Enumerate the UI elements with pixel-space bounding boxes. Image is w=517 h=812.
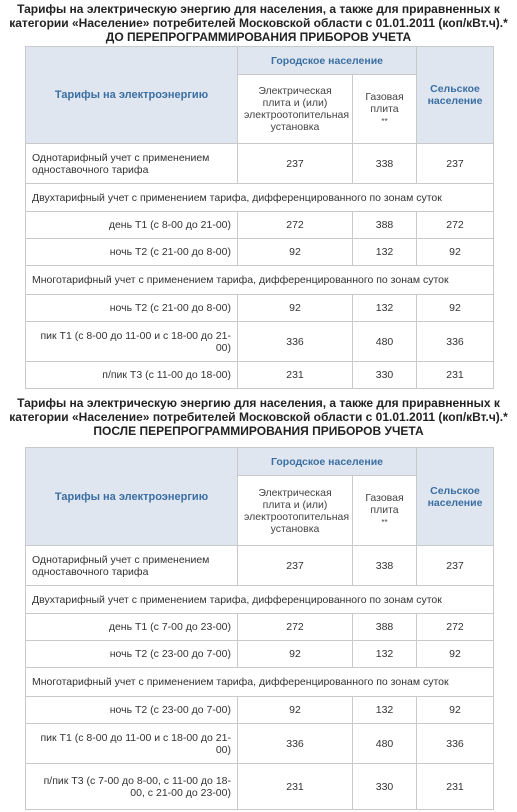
value-cell: 92 (238, 641, 353, 668)
value-cell: 272 (238, 614, 353, 641)
row-label: Однотарифный учет с применением одноставочного тарифа (26, 546, 238, 586)
table1-col-urban: Городское население (238, 47, 417, 75)
table2-heading-block (0, 396, 517, 438)
row-label: ночь Т2 (с 21-00 до 8-00) (26, 295, 238, 322)
value-cell: 92 (417, 239, 494, 266)
section-row (26, 668, 494, 697)
section-label: Многотарифный учет с применением тарифа, дифференцированного по зонам суток (26, 266, 494, 295)
value-cell: 388 (353, 614, 417, 641)
table-row (26, 614, 494, 641)
table1-heading: Тарифы на электрическую энергию для населения, а также для приравненных к категории «Население» потребителей Московской области с 01.01.2011 (коп/кВт.ч).* ДО ПЕРЕПРОГРАММИРОВАНИЯ ПРИБОРОВ УЧЕТА (9, 2, 508, 44)
table1-col-rural: Сельское население (417, 47, 494, 144)
row-label: ночь Т2 (с 23-00 до 7-00) (26, 641, 238, 668)
value-cell: 92 (417, 295, 494, 322)
value-cell: 272 (417, 212, 494, 239)
row-label: п/пик Т3 (с 11-00 до 18-00) (26, 362, 238, 389)
table-row (26, 322, 494, 362)
value-cell: 231 (417, 362, 494, 389)
table-row (26, 362, 494, 389)
value-cell: 92 (238, 295, 353, 322)
table2-heading: Тарифы на электрическую энергию для населения, а также для приравненных к категории «Население» потребителей Московской области с 01.01.2011 (коп/кВт.ч).* ПОСЛЕ ПЕРЕПРОГРАММИРОВАНИЯ ПРИБОРОВ УЧЕТА (9, 396, 508, 438)
row-label: день Т1 (с 7-00 до 23-00) (26, 614, 238, 641)
value-cell: 237 (238, 144, 353, 184)
table-row (26, 546, 494, 586)
value-cell: 231 (238, 362, 353, 389)
value-cell: 480 (353, 724, 417, 764)
table2-col-gas-mark: ** (381, 518, 388, 527)
table-row (26, 295, 494, 322)
table1-col-tariff: Тарифы на электроэнергию (26, 47, 238, 144)
value-cell: 388 (353, 212, 417, 239)
table2-col-gas-cell (353, 476, 417, 546)
value-cell: 132 (353, 641, 417, 668)
value-cell: 231 (417, 764, 494, 810)
value-cell: 132 (353, 295, 417, 322)
section-row (26, 266, 494, 295)
table2-col-urban: Городское население (238, 448, 417, 476)
value-cell: 336 (417, 724, 494, 764)
value-cell: 92 (417, 641, 494, 668)
table-row (26, 212, 494, 239)
table2-col-gas: Газовая плита (365, 492, 404, 516)
row-label: п/пик Т3 (с 7-00 до 8-00, с 11-00 до 18-00, с 21-00 до 23-00) (26, 764, 238, 810)
row-label: Однотарифный учет с применением одноставочного тарифа (26, 144, 238, 184)
value-cell: 272 (417, 614, 494, 641)
table-row (26, 724, 494, 764)
row-label: пик Т1 (с 8-00 до 11-00 и с 18-00 до 21-00) (26, 724, 238, 764)
value-cell: 237 (417, 546, 494, 586)
value-cell: 92 (238, 697, 353, 724)
table1-col-gas-mark: ** (381, 116, 388, 126)
table-row (26, 239, 494, 266)
value-cell: 272 (238, 212, 353, 239)
table-row (26, 697, 494, 724)
table-row (26, 144, 494, 184)
table1-heading-block (0, 2, 517, 44)
value-cell: 336 (238, 322, 353, 362)
table2-col-tariff: Тарифы на электроэнергию (26, 448, 238, 546)
table-row (26, 764, 494, 810)
section-label: Двухтарифный учет с применением тарифа, дифференцированного по зонам суток (26, 586, 494, 614)
table1-col-gas-cell (353, 75, 417, 144)
value-cell: 92 (238, 239, 353, 266)
value-cell: 231 (238, 764, 353, 810)
value-cell: 480 (353, 322, 417, 362)
row-label: день Т1 (с 8-00 до 21-00) (26, 212, 238, 239)
value-cell: 330 (353, 362, 417, 389)
value-cell: 336 (238, 724, 353, 764)
value-cell: 132 (353, 697, 417, 724)
value-cell: 92 (417, 697, 494, 724)
row-label: пик Т1 (с 8-00 до 11-00 и с 18-00 до 21-00) (26, 322, 238, 362)
section-label: Многотарифный учет с применением тарифа, дифференцированного по зонам суток (26, 668, 494, 697)
table1-col-gas: Газовая плита (365, 90, 404, 115)
value-cell: 132 (353, 239, 417, 266)
value-cell: 237 (417, 144, 494, 184)
table2 (25, 447, 494, 810)
value-cell: 338 (353, 144, 417, 184)
table2-col-rural: Сельское население (417, 448, 494, 546)
table1 (25, 46, 494, 389)
table1-col-electric: Электрическая плита и (или) электроотопительная установка (238, 75, 353, 144)
row-label: ночь Т2 (с 23-00 до 7-00) (26, 697, 238, 724)
row-label: ночь Т2 (с 21-00 до 8-00) (26, 239, 238, 266)
value-cell: 330 (353, 764, 417, 810)
table2-col-electric: Электрическая плита и (или) электроотопительная установка (238, 476, 353, 546)
value-cell: 336 (417, 322, 494, 362)
section-row (26, 586, 494, 614)
section-row (26, 184, 494, 212)
section-label: Двухтарифный учет с применением тарифа, дифференцированного по зонам суток (26, 184, 494, 212)
table-row (26, 641, 494, 668)
value-cell: 237 (238, 546, 353, 586)
value-cell: 338 (353, 546, 417, 586)
